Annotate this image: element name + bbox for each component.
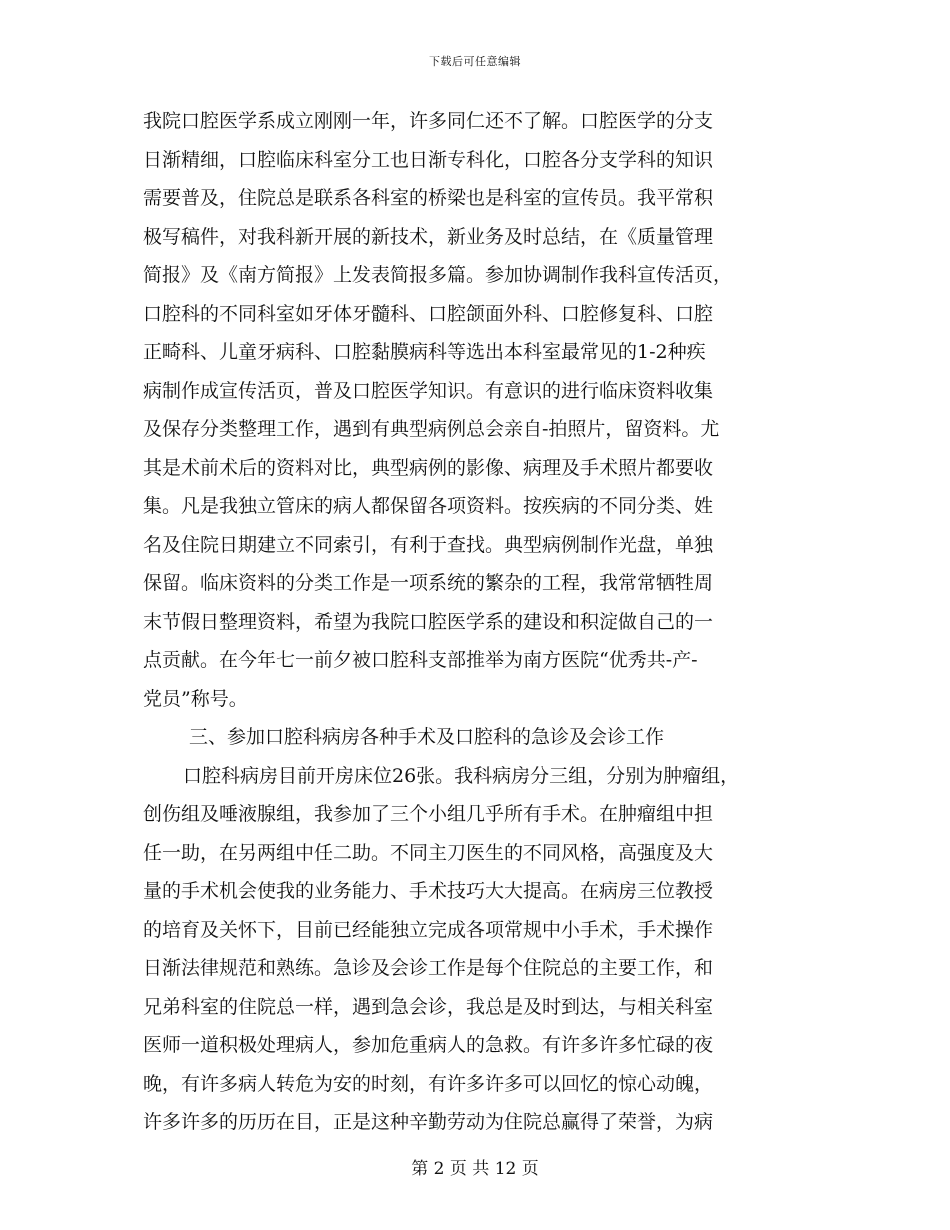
page-footer: 第 2 页 共 12 页	[411, 1159, 539, 1179]
text-line: 集。凡是我独立管床的病人都保留各项资料。按疾病的不同分类、姓	[143, 495, 714, 517]
page-header: 下载后可任意编辑	[429, 55, 521, 68]
text-line: 创伤组及唾液腺组，我参加了三个小组几乎所有手术。在肿瘤组中担	[143, 803, 714, 825]
text-line: 许多许多的历历在目，正是这种辛勤劳动为住院总赢得了荣誉，为病	[143, 1111, 714, 1133]
text-line: 口腔科病房目前开房床位26张。我科病房分三组，分别为肿瘤组，	[183, 764, 740, 787]
section-heading	[143, 718, 833, 757]
section-heading-text: 三、参加口腔科病房各种手术及口腔科的急诊及会诊工作	[189, 726, 665, 748]
text-line: 及保存分类整理工作，遇到有典型病例总会亲自-拍照片，留资料。尤	[143, 418, 720, 440]
text-line: 口腔科的不同科室如牙体牙髓科、口腔颌面外科、口腔修复科、口腔	[143, 302, 714, 325]
document-body	[143, 102, 833, 1142]
text-line: 的培育及关怀下，目前已经能独立完成各项常规中小手术，手术操作	[143, 918, 714, 941]
text-line: 晚，有许多病人转危为安的时刻，有许多许多可以回忆的惊心动魄，	[143, 1072, 714, 1095]
text-line: 病制作成宣传活页，普及口腔医学知识。有意识的进行临床资料收集	[143, 379, 714, 402]
text-line: 任一助，在另两组中任二助。不同主刀医生的不同风格，高强度及大	[143, 841, 714, 864]
text-line: 简报》及《南方简报》上发表简报多篇。参加协调制作我科宣传活页，	[143, 264, 733, 286]
text-line: 日渐法律规范和熟练。急诊及会诊工作是每个住院总的主要工作，和	[143, 957, 714, 979]
text-line: 保留。临床资料的分类工作是一项系统的繁杂的工程，我常常牺牲周	[143, 572, 714, 594]
paragraph-continuation	[143, 102, 833, 718]
text-line: 我院口腔医学系成立刚刚一年，许多同仁还不了解。口腔医学的分支	[143, 110, 714, 132]
text-line: 末节假日整理资料，希望为我院口腔医学系的建设和积淀做自己的一	[143, 610, 714, 633]
text-line: 医师一道积极处理病人，参加危重病人的急救。有许多许多忙碌的夜	[143, 1034, 714, 1056]
text-line: 名及住院日期建立不同索引，有利于查找。典型病例制作光盘，单独	[143, 533, 714, 556]
text-line: 量的手术机会使我的业务能力、手术技巧大大提高。在病房三位教授	[143, 880, 714, 902]
text-line: 党员”称号。	[143, 687, 248, 710]
text-line: 需要普及，住院总是联系各科室的桥梁也是科室的宣传员。我平常积	[143, 187, 714, 209]
text-line: 兄弟科室的住院总一样，遇到急会诊，我总是及时到达，与相关科室	[143, 995, 714, 1018]
text-line: 正畸科、儿童牙病科、口腔黏膜病科等选出本科室最常见的1-2种疾	[143, 341, 706, 363]
text-line: 其是术前术后的资料对比，典型病例的影像、病理及手术照片都要收	[143, 456, 714, 479]
paragraph	[143, 757, 833, 1142]
text-line: 点贡献。在今年七一前夕被口腔科支部推举为南方医院“优秀共-产-	[143, 649, 698, 671]
text-line: 极写稿件，对我科新开展的新技术，新业务及时总结，在《质量管理	[143, 225, 714, 248]
text-line: 日渐精细，口腔临床科室分工也日渐专科化，口腔各分支学科的知识	[143, 148, 714, 171]
